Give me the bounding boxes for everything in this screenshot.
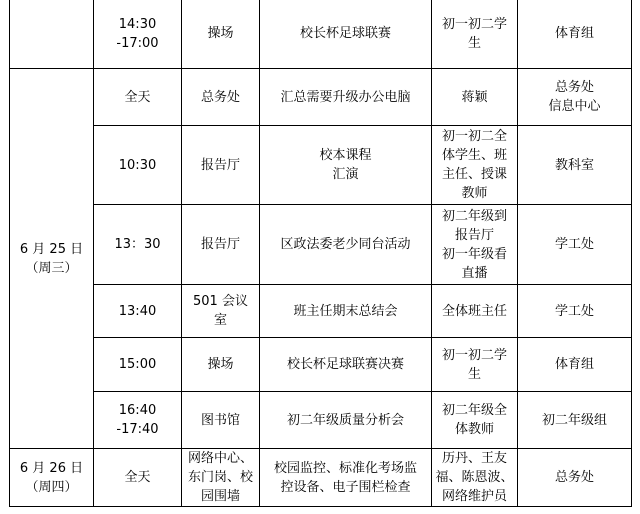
- date-cell: 6 月 25 日 （周三）: [10, 69, 94, 449]
- dept-cell: 总务处 信息中心: [518, 69, 632, 126]
- dept-cell: 体育组: [518, 0, 632, 69]
- schedule-table: [9, 0, 632, 507]
- time-cell: 14:30 -17:00: [94, 0, 182, 69]
- place-cell: 501 会议 室: [182, 285, 260, 338]
- participants-cell: 初一初二学 生: [432, 0, 518, 69]
- dept-cell: 教科室: [518, 126, 632, 205]
- time-cell: 全天: [94, 69, 182, 126]
- dept-cell: 总务处: [518, 449, 632, 507]
- content-cell: 校长杯足球联赛决赛: [260, 338, 432, 392]
- participants-cell: 全体班主任: [432, 285, 518, 338]
- participants-cell: 历丹、王友 福、陈恩波、 网络维护员: [432, 449, 518, 507]
- content-cell: 校园监控、标准化考场监 控设备、电子围栏检查: [260, 449, 432, 507]
- time-cell: 全天: [94, 449, 182, 507]
- table-row: [10, 0, 632, 69]
- table-row: [10, 392, 632, 449]
- table-row: [10, 126, 632, 205]
- date-cell-empty: [10, 0, 94, 69]
- place-cell: 报告厅: [182, 126, 260, 205]
- time-cell: 15:00: [94, 338, 182, 392]
- place-cell: 总务处: [182, 69, 260, 126]
- time-cell: 16:40 -17:40: [94, 392, 182, 449]
- date-cell: 6 月 26 日 （周四）: [10, 449, 94, 507]
- place-cell: 网络中心、 东门岗、校 园围墙: [182, 449, 260, 507]
- content-cell: 校长杯足球联赛: [260, 0, 432, 69]
- table-row: [10, 338, 632, 392]
- dept-cell: 学工处: [518, 285, 632, 338]
- dept-cell: 学工处: [518, 205, 632, 285]
- participants-cell: 初二年级到 报告厅 初一年级看 直播: [432, 205, 518, 285]
- time-cell: 13:40: [94, 285, 182, 338]
- dept-cell: 体育组: [518, 338, 632, 392]
- content-cell: 校本课程 汇演: [260, 126, 432, 205]
- place-cell: 操场: [182, 0, 260, 69]
- place-cell: 图书馆: [182, 392, 260, 449]
- content-cell: 汇总需要升级办公电脑: [260, 69, 432, 126]
- participants-cell: 初二年级全 体教师: [432, 392, 518, 449]
- table-row: [10, 205, 632, 285]
- place-cell: 报告厅: [182, 205, 260, 285]
- content-cell: 班主任期末总结会: [260, 285, 432, 338]
- participants-cell: 蒋颖: [432, 69, 518, 126]
- participants-cell: 初一初二全 体学生、班 主任、授课 教师: [432, 126, 518, 205]
- time-cell: 13：30: [94, 205, 182, 285]
- time-cell: 10:30: [94, 126, 182, 205]
- table-row: [10, 449, 632, 507]
- table-row: [10, 285, 632, 338]
- content-cell: 初二年级质量分析会: [260, 392, 432, 449]
- content-cell: 区政法委老少同台活动: [260, 205, 432, 285]
- table-row: [10, 69, 632, 126]
- place-cell: 操场: [182, 338, 260, 392]
- dept-cell: 初二年级组: [518, 392, 632, 449]
- participants-cell: 初一初二学 生: [432, 338, 518, 392]
